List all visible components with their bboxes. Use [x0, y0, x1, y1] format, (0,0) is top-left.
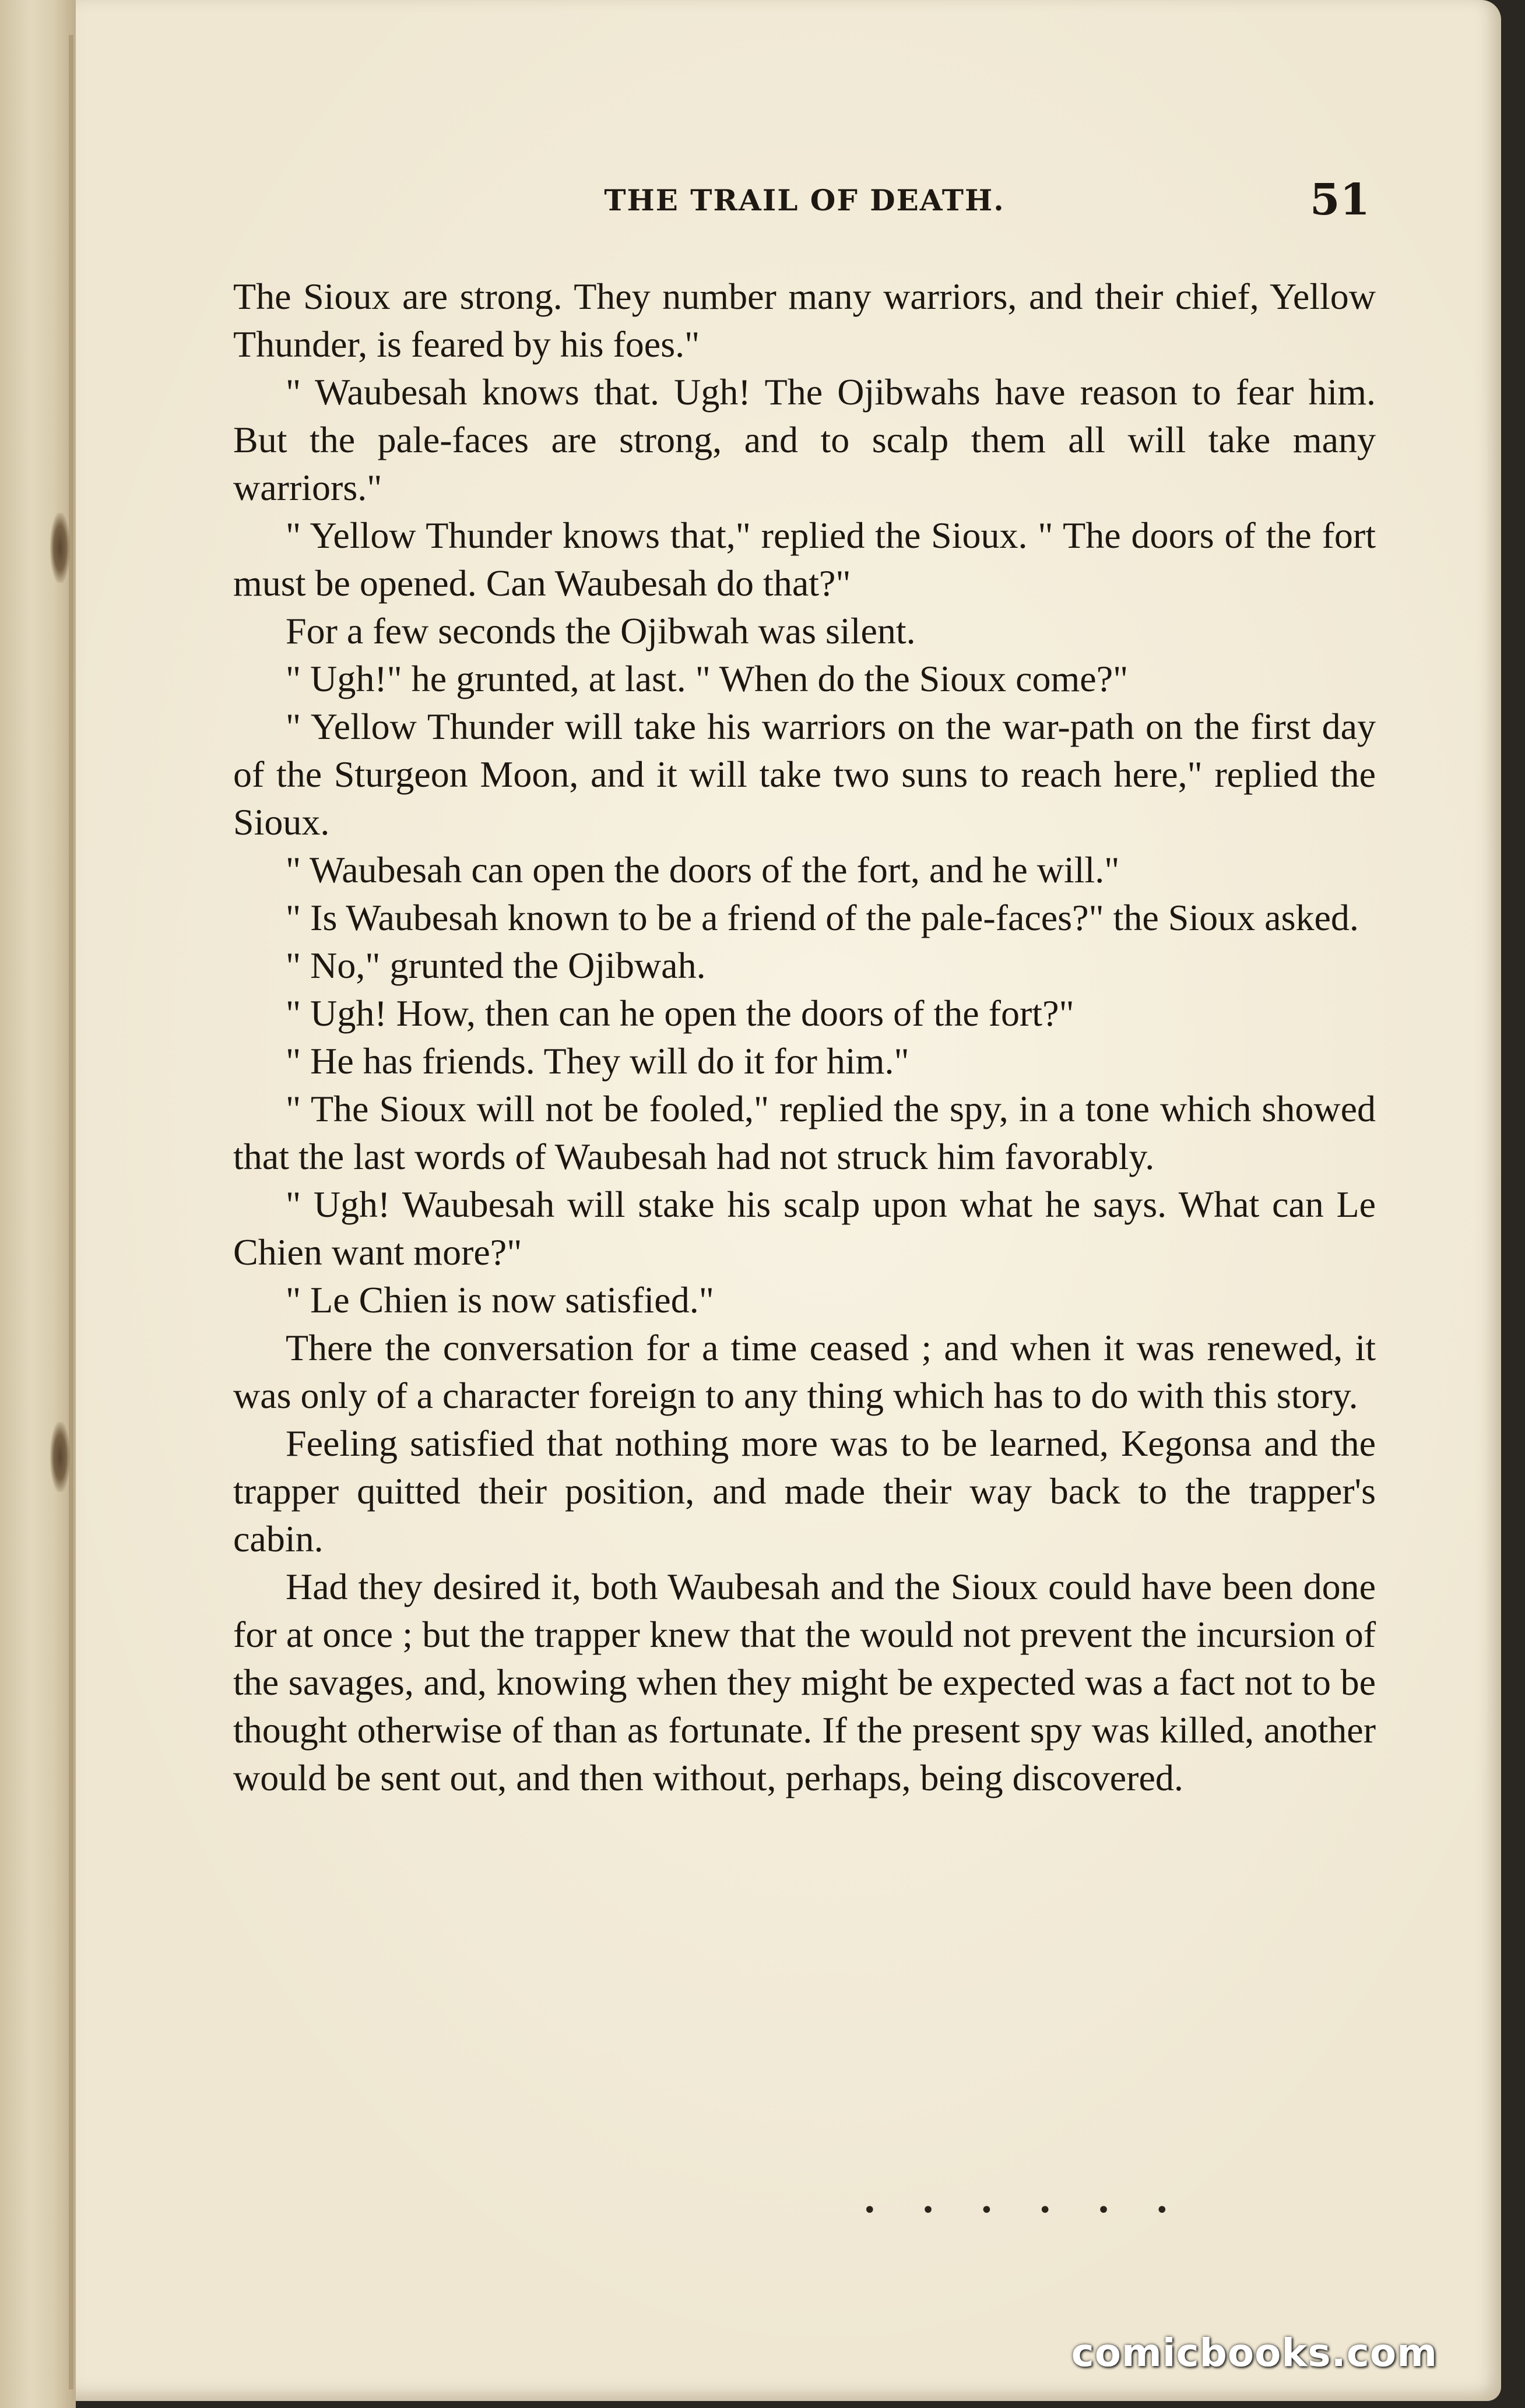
paragraph-13: " Ugh! Waubesah will stake his scalp upon what he says. What can Le Chien want more?": [233, 1184, 1376, 1273]
paragraph-17: Had they desired it, both Waubesah and the Sioux could have been done for at once ; but the trapper knew that the would not prevent the incursion of the savages, and, knowing when they might be expected was a fact not to be thought otherwise of than as fortunate. If the present spy was killed, another would be sent out, and then without, perhaps, being discovered.: [233, 1566, 1376, 1798]
running-head: THE TRAIL OF DEATH.: [604, 183, 1005, 217]
paragraph-10: " Ugh! How, then can he open the doors of the fort?": [286, 992, 1074, 1034]
paragraph-1: The Sioux are strong. They number many warriors, and their chief, Yellow Thunder, is feared by his foes.": [233, 276, 1376, 365]
watermark: comicbooks.com: [1071, 2330, 1438, 2375]
paragraph-9: " No," grunted the Ojibwah.: [286, 945, 706, 986]
paragraph-14: " Le Chien is now satisfied.": [286, 1279, 714, 1321]
paragraph-11: " He has friends. They will do it for him.": [286, 1040, 909, 1082]
page-number: 51: [1310, 175, 1370, 225]
paragraph-15: There the conversation for a time ceased ; and when it was renewed, it was only of a character foreign to any thing which has to do with this story.: [233, 1327, 1376, 1416]
binding-stitch-lower: [50, 1422, 70, 1492]
paragraph-2: " Waubesah knows that. Ugh! The Ojibwahs have reason to fear him. But the pale-faces are strong, and to scalp them all will take many warriors.": [233, 371, 1376, 508]
book-spine-edge: [0, 0, 76, 2408]
footer-ornament-dots: • • • • • •: [863, 2197, 1188, 2224]
page-header: [233, 175, 1376, 233]
paragraph-8: " Is Waubesah known to be a friend of the pale-faces?" the Sioux asked.: [286, 897, 1359, 938]
paragraph-5: " Ugh!" he grunted, at last. " When do the Sioux come?": [286, 658, 1129, 699]
binding-stitch-upper: [50, 513, 70, 583]
paragraph-7: " Waubesah can open the doors of the fort, and he will.": [286, 849, 1120, 890]
paragraph-6: " Yellow Thunder will take his warriors on the war-path on the first day of the Sturgeon Moon, and it will take two suns to reach here," replied the Sioux.: [233, 706, 1376, 843]
paragraph-3: " Yellow Thunder knows that," replied the Sioux. " The doors of the fort must be opened. Can Waubesah do that?": [233, 515, 1376, 604]
paragraph-16: Feeling satisfied that nothing more was to be learned, Kegonsa and the trapper quitted their position, and made their way back to the trapper's cabin.: [233, 1423, 1376, 1559]
spine-fold-line: [69, 35, 73, 2389]
paragraph-12: " The Sioux will not be fooled," replied the spy, in a tone which showed that the last words of Waubesah had not struck him favorably.: [233, 1088, 1376, 1177]
body-text: [233, 273, 1376, 1802]
paragraph-4: For a few seconds the Ojibwah was silent.: [286, 610, 916, 652]
